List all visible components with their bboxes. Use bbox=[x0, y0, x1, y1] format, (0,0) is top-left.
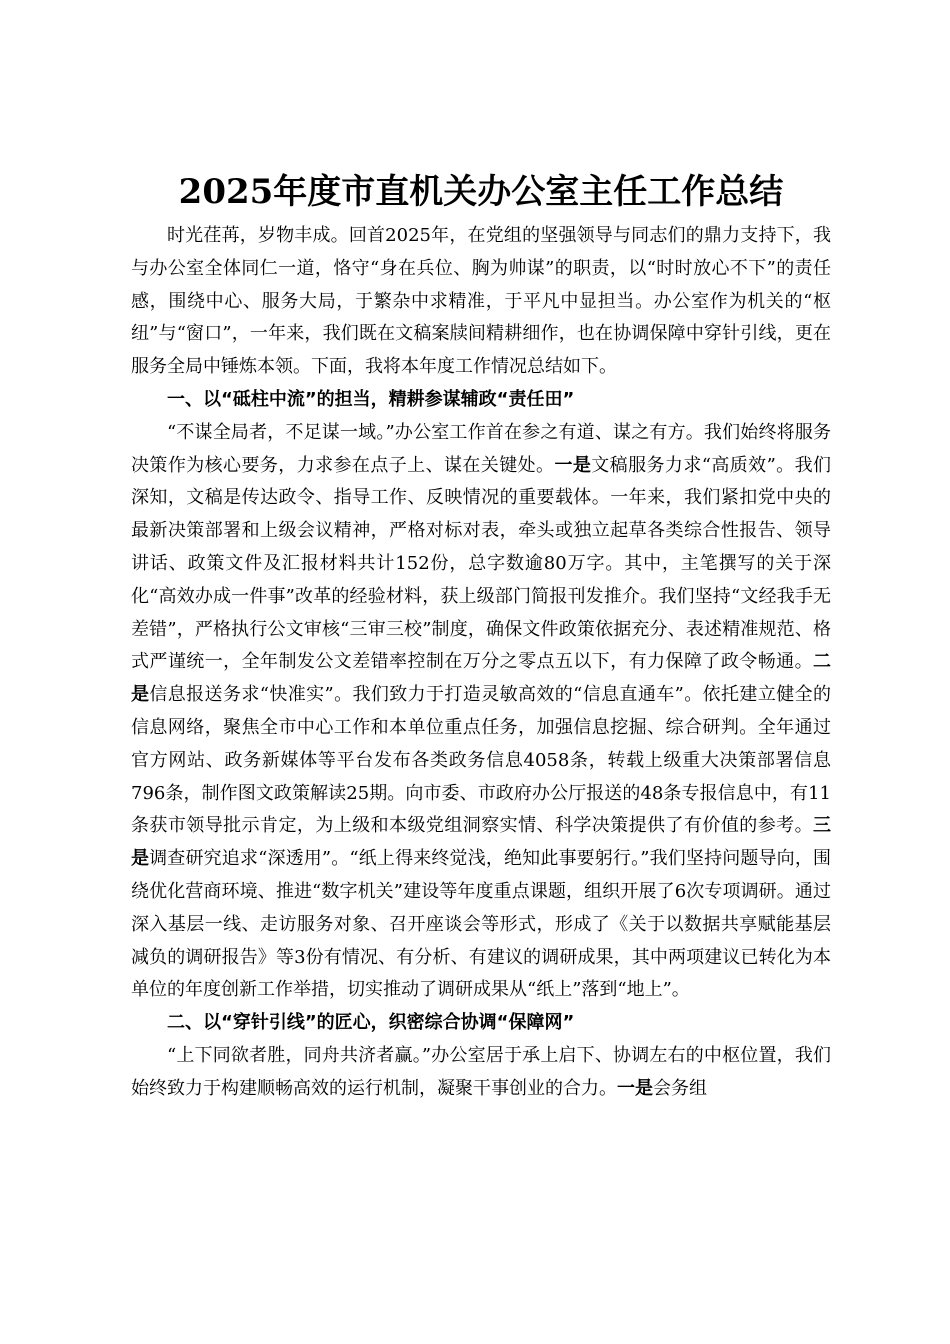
section-1-point-1-text: 文稿服务力求“高质效”。我们深知，文稿是传达政令、指导工作、反映情况的重要载体。一年来，我们紧扣党中央的最新决策部署和上级会议精神，严格对标对表，牵头或独立起草各类综合性报告、领导讲话、政策文件及汇报材料共计152份，总字数逾80万字。其中，主笔撰写的关于深化“高效办成一件事”改革的经验材料，获上级部门简报刊发推介。我们坚持“文经我手无差错”，严格执行公文审核“三审三校”制度，确保文件政策依据充分、表述精准规范、格式严谨统一，全年制发公文差错率控制在万分之零点五以下，有力保障了政令畅通。 bbox=[131, 454, 832, 673]
intro-paragraph: 时光荏苒，岁物丰成。回首2025年，在党组的坚强领导与同志们的鼎力支持下，我与办公室全体同仁一道，恪守“身在兵位、胸为帅谋”的职责，以“时时放心不下”的责任感，围绕中心、服务大局，于繁杂中求精准，于平凡中显担当。办公室作为机关的“枢纽”与“窗口”，一年来，我们既在文稿案牍间精耕细作，也在协调保障中穿针引线，更在服务全局中锤炼本领。下面，我将本年度工作情况总结如下。 bbox=[131, 225, 831, 378]
section-2-point-1-text: 会务组 bbox=[653, 1077, 707, 1099]
section-2-heading: 二、以“穿针引线”的匠心，织密综合协调“保障网” bbox=[167, 1012, 575, 1034]
section-1-point-2-text: 信息报送务求“快准实”。我们致力于打造灵敏高效的“信息直通车”。依托建立健全的信息网络，聚焦全市中心工作和本单位重点任务，加强信息挖掘、综合研判。全年通过官方网站、政务新媒体等平台发布各类政务信息4058条，转载上级重大决策部署信息796条，制作图文政策解读25期。向市委、市政府办公厅报送的48条专报信息中，有11条获市领导批示肯定，为上级和本级党组洞察实情、科学决策提供了有价值的参考。 bbox=[131, 684, 831, 837]
section-2-marker-1: 一是 bbox=[617, 1077, 653, 1099]
section-1-heading: 一、以“砥柱中流”的担当，精耕参谋辅政“责任田” bbox=[167, 388, 575, 410]
section-1-marker-3: 三是 bbox=[131, 815, 831, 870]
section-1-lead-text: “不谋全局者，不足谋一域。”办公室工作首在参之有道、谋之有方。我们始终将服务决策作为核心要务，力求参在点子上、谋在关键处。 bbox=[131, 421, 831, 476]
section-2-lead-text: “上下同欲者胜，同舟共济者赢。”办公室居于承上启下、协调左右的中枢位置，我们始终致力于构建顺畅高效的运行机制，凝聚干事创业的合力。 bbox=[131, 1044, 831, 1099]
document-title: 2025年度市直机关办公室主任工作总结 bbox=[178, 172, 784, 212]
section-1-marker-2: 二是 bbox=[131, 651, 831, 706]
document-page bbox=[131, 170, 831, 1106]
section-1-marker-1: 一是 bbox=[554, 454, 592, 476]
section-1-point-3-text: 调查研究追求“深透用”。“纸上得来终觉浅，绝知此事要躬行。”我们坚持问题导向，围绕优化营商环境、推进“数字机关”建设等年度重点课题，组织开展了6次专项调研。通过深入基层一线、走访服务对象、召开座谈会等形式，形成了《关于以数据共享赋能基层减负的调研报告》等3份有情况、有分析、有建议的调研成果，其中两项建议已转化为本单位的年度创新工作举措，切实推动了调研成果从“纸上”落到“地上”。 bbox=[131, 848, 831, 1001]
section-2-paragraph bbox=[131, 1040, 831, 1106]
section-1-paragraph bbox=[131, 417, 831, 1007]
